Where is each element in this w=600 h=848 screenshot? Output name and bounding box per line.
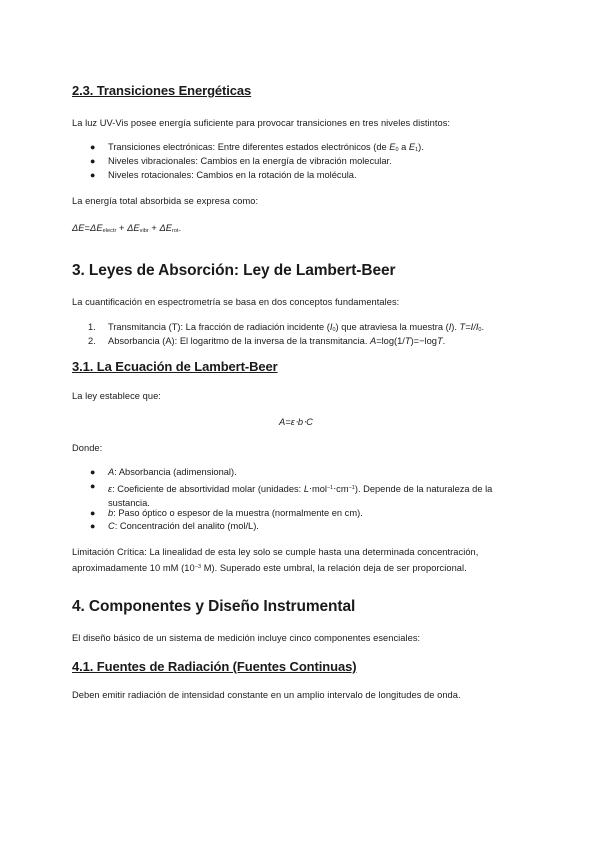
section-heading-3-1: 3.1. La Ecuación de Lambert-Beer [72,359,278,374]
bullet-icon: ● [90,156,96,166]
paragraph-critical-limitation: Limitación Crítica: La linealidad de esta ley solo se cumple hasta una determinada concentración, aproximadamente 10 mM ($10^{-3}$ M). Superado este umbral, la relación deja de ser proporcional. [72,547,479,573]
bullet-icon: ● [90,508,96,518]
list-item [72,336,532,350]
bullet-icon: ● [90,467,96,477]
list-item [72,142,532,156]
list-item-text: Niveles rotacionales: Cambios en la rotación de la molécula. [108,170,357,180]
list-number: 1. [88,322,96,332]
list-item-text: Transiciones electrónicas: Entre diferentes estados electrónicos (de $E_0$ a $E_1$). [108,142,424,153]
paragraph-law-intro: La ley establece que: [72,391,161,401]
list-item-text: Absorbancia (A): El logaritmo de la inversa de la transmitancia. A=log(1/T)=−logT. [108,336,446,346]
list-item [72,481,532,509]
bullet-icon: ● [90,521,96,531]
section-heading-4-1: 4.1. Fuentes de Radiación (Fuentes Continuas) [72,659,357,674]
section-heading-3: 3. Leyes de Absorción: Ley de Lambert-Beer [72,262,396,279]
energy-formula: $\Delta E=\Delta E_{electr} + \Delta E_{vibr} + \Delta E_{rot}$. [72,223,182,234]
list-item [72,508,532,522]
list-item-text: A: Absorbancia (adimensional). [108,467,237,477]
bullet-icon: ● [90,170,96,180]
bullet-icon: ● [90,481,96,491]
list-item-text: Transmitancia (T): La fracción de radiación incidente $(I_0)$ que atraviesa la muestra (I). $T=I/I_0$. [108,322,485,333]
list-item [72,467,532,481]
list-item [72,322,532,336]
paragraph-uv-vis-intro: La luz UV-Vis posee energía suficiente para provocar transiciones en tres niveles distintos: [72,118,451,128]
list-item-text: b: Paso óptico o espesor de la muestra (normalmente en cm). [108,508,363,518]
list-item [72,521,532,535]
paragraph-radiation-sources: Deben emitir radiación de intensidad constante en un amplio intervalo de longitudes de onda. [72,690,461,700]
paragraph-energy-total: La energía total absorbida se expresa como: [72,196,259,206]
section-heading-4: 4. Componentes y Diseño Instrumental [72,598,356,615]
list-item-text: C: Concentración del analito (mol/L). [108,521,259,531]
list-number: 2. [88,336,96,346]
list-item [72,170,532,184]
paragraph-quantification-intro: La cuantificación en espectrometría se basa en dos conceptos fundamentales: [72,297,400,307]
bullet-icon: ● [90,142,96,152]
paragraph-donde: Donde: [72,443,103,453]
lambert-beer-equation: A=ε⋅b⋅C [279,417,313,427]
list-item-text: Niveles vibracionales: Cambios en la energía de vibración molecular. [108,156,392,166]
paragraph-design-intro: El diseño básico de un sistema de medición incluye cinco componentes esenciales: [72,633,421,643]
section-heading-2-3: 2.3. Transiciones Energéticas [72,83,252,98]
list-item-text: ε: Coeficiente de absortividad molar (unidades: $L\cdot mol^{-1}\cdot cm^{-1}$). Depende de la naturaleza de la sustancia. [108,484,493,508]
list-item [72,156,532,170]
